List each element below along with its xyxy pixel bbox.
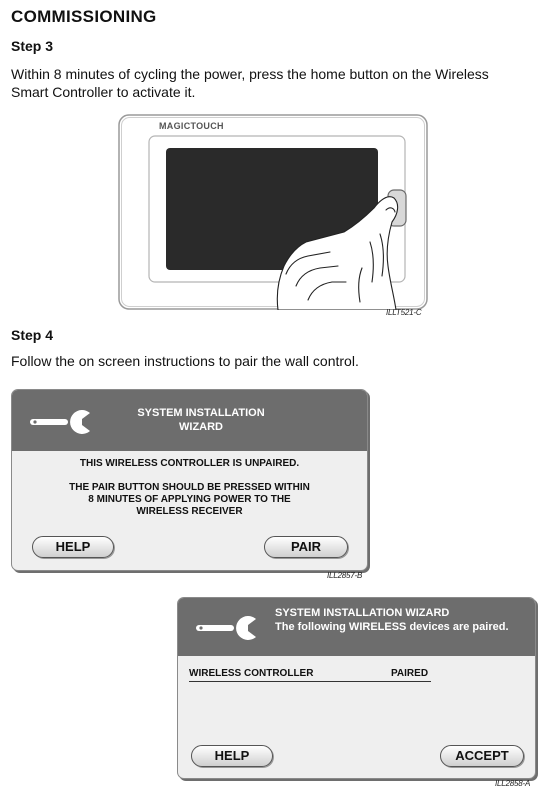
- wizard-title-line1: SYSTEM INSTALLATION: [137, 407, 265, 419]
- step3-text: Within 8 minutes of cycling the power, press the home button on the Wireless Smart Controller to activate it.: [11, 66, 489, 100]
- step4-title: Step 4: [11, 327, 54, 343]
- accept-button[interactable]: ACCEPT: [440, 745, 524, 767]
- pairing-wizard-panel: [11, 389, 368, 571]
- help-button[interactable]: HELP: [32, 536, 114, 558]
- paired-device-name: WIRELESS CONTROLLER: [189, 668, 314, 679]
- wizard2-subtitle: The following WIRELESS devices are paired.: [275, 621, 509, 633]
- paired-devices-panel: [177, 597, 536, 779]
- step3-title: Step 3: [11, 38, 54, 54]
- device-drawing: [118, 114, 428, 310]
- wrench-icon: [194, 614, 260, 642]
- page-heading: COMMISSIONING: [11, 7, 157, 26]
- step4-text: Follow the on screen instructions to pair the wall control.: [11, 353, 359, 369]
- list-divider: [189, 681, 431, 682]
- wireless-controller-illustration: [118, 114, 428, 317]
- help-button[interactable]: HELP: [191, 745, 273, 767]
- figure-code-1: ILLT521-C: [386, 308, 422, 317]
- wizard-header: [178, 598, 535, 656]
- wizard2-title: SYSTEM INSTALLATION WIZARD: [275, 607, 450, 619]
- pairing-status-text: THIS WIRELESS CONTROLLER IS UNPAIRED.: [79, 458, 300, 469]
- wizard-title-line2: WIZARD: [179, 421, 223, 433]
- pairing-instructions: [12, 482, 367, 518]
- pair-button[interactable]: PAIR: [264, 536, 348, 558]
- figure-code-2: ILL2857-B: [327, 571, 363, 580]
- instruction-line: 8 MINUTES OF APPLYING POWER TO THE: [88, 494, 291, 505]
- device-brand-label: MAGICTOUCH: [159, 121, 224, 131]
- paired-device-status: PAIRED: [391, 668, 429, 679]
- figure-code-3: ILL2858-A: [495, 779, 531, 788]
- instruction-line: THE PAIR BUTTON SHOULD BE PRESSED WITHIN: [69, 482, 310, 493]
- wrench-icon: [28, 408, 94, 436]
- wizard-header: [12, 390, 367, 451]
- instruction-line: WIRELESS RECEIVER: [136, 506, 243, 517]
